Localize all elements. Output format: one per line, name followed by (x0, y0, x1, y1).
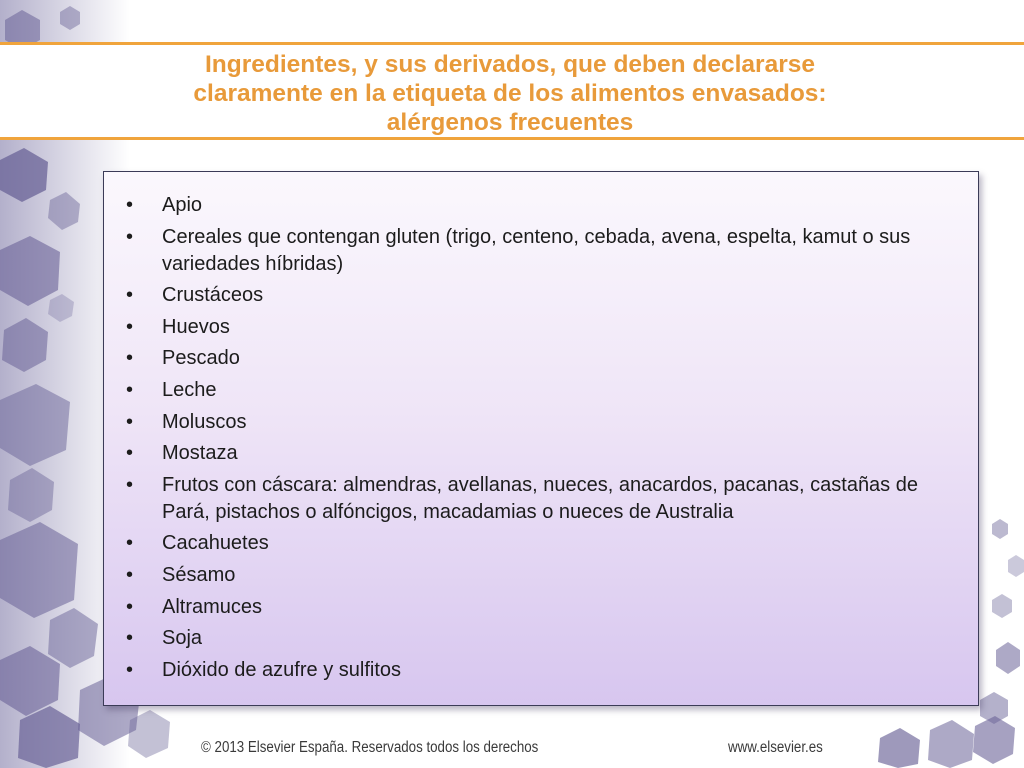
title-line: Ingredientes, y sus derivados, que deben declararse (204, 51, 815, 78)
list-item-text: Sésamo (162, 563, 236, 586)
title-line: alérgenos frecuentes (386, 109, 634, 136)
list-item-text: Leche (162, 378, 217, 401)
footer-website: www.elsevier.es (728, 739, 823, 756)
bullet-icon: • (126, 225, 134, 248)
list-item (126, 409, 956, 436)
list-item-text: Mostaza (162, 442, 238, 465)
list-item-text: Frutos con cáscara: almendras, avellanas, nueces, anacardos, pacanas, castañas de Pará, pistachos o alfóncigos, macadamias o nueces de Australia (162, 473, 918, 523)
bullet-icon: • (126, 563, 134, 586)
list-item-text: Pescado (162, 347, 240, 370)
bullet-icon: • (126, 315, 134, 338)
list-item (126, 224, 956, 278)
list-item (126, 440, 956, 467)
title-line: claramente en la etiqueta de los alimentos envasados: (193, 80, 827, 107)
list-item (126, 192, 956, 219)
bullet-icon: • (126, 627, 134, 650)
list-item (126, 530, 956, 557)
list-item-text: Huevos (162, 315, 230, 338)
footer-copyright: © 2013 Elsevier España. Reservados todos los derechos (201, 739, 539, 756)
list-item-text: Apio (162, 194, 203, 216)
bullet-icon: • (126, 378, 134, 401)
bullet-icon: • (126, 473, 134, 496)
list-item (126, 594, 956, 621)
slide-title (120, 50, 900, 137)
list-item (126, 282, 956, 309)
list-item (126, 472, 956, 526)
list-item-text: Dióxido de azufre y sulfitos (162, 658, 402, 681)
title-bottom-rule (0, 137, 1024, 140)
list-item (126, 657, 956, 684)
bullet-icon: • (126, 658, 134, 681)
list-item-text: Soja (162, 627, 203, 650)
bullet-icon: • (126, 442, 134, 465)
list-item-text: Cacahuetes (162, 532, 269, 555)
title-top-rule (0, 42, 1024, 45)
bullet-icon: • (126, 595, 134, 618)
list-item-text: Moluscos (162, 410, 247, 433)
bullet-icon: • (126, 532, 134, 555)
list-item (126, 345, 956, 372)
allergen-list (104, 172, 978, 684)
bullet-icon: • (126, 194, 134, 216)
list-item-text: Crustáceos (162, 284, 264, 307)
bullet-icon: • (126, 284, 134, 307)
list-item-text: Altramuces (162, 595, 263, 618)
bullet-icon: • (126, 410, 134, 433)
list-item (126, 377, 956, 404)
list-item (126, 562, 956, 589)
allergen-list-box (103, 171, 979, 706)
list-item-text: Cereales que contengan gluten (trigo, centeno, cebada, avena, espelta, kamut o sus variedades híbridas) (162, 225, 911, 275)
list-item (126, 314, 956, 341)
bullet-icon: • (126, 347, 134, 370)
list-item (126, 625, 956, 652)
